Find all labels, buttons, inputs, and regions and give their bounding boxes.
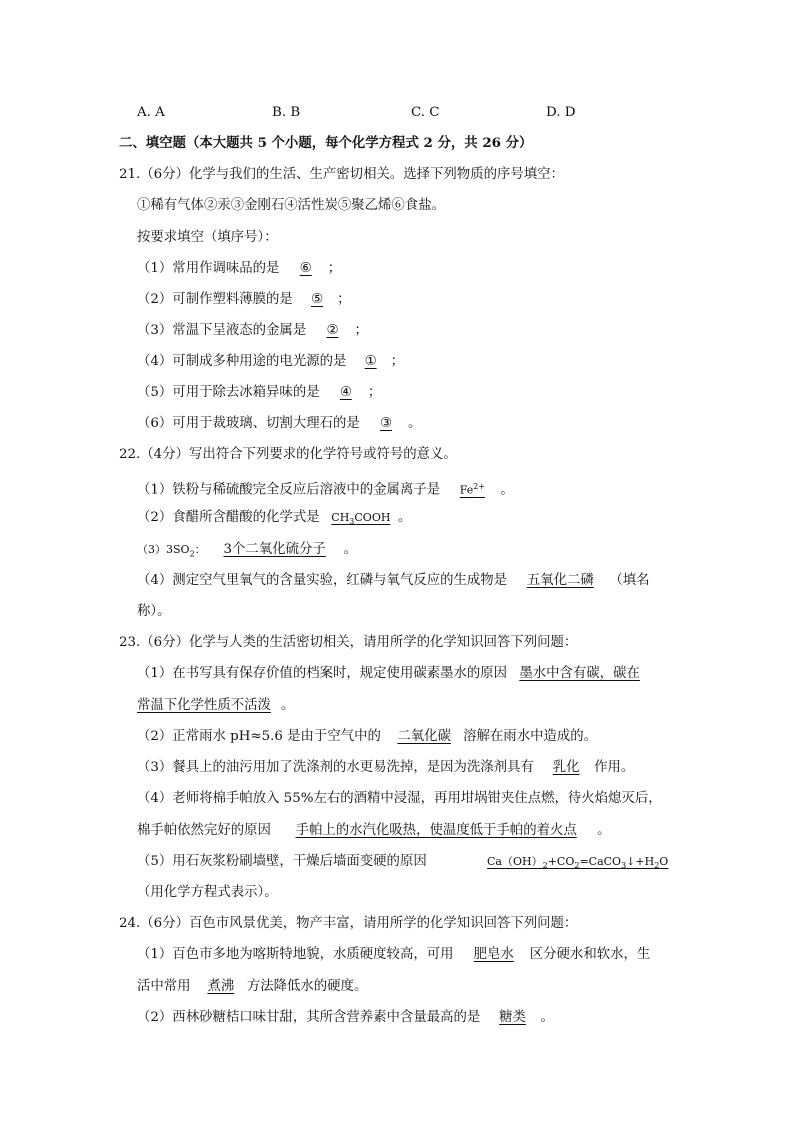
q22-item-2-end: 。 [397,510,412,525]
q22-item-2-answer-a: CH [331,511,350,524]
q22-item-1-end: 。 [500,482,514,498]
q23-item-2 [137,728,597,746]
q23-item-5-ans-2: +CO [547,855,575,868]
q23-item-5-sub-4: 2 [654,861,660,871]
q23-item-1-answer-a: 墨水中含有碳，碳在 [519,666,640,681]
q21-item-1-answer: ⑥ [299,261,312,276]
q24-item-1-end: 区分硬水和软水，生 [529,947,651,962]
q21-item-2-text: （2）可制作塑料薄膜的是 [137,292,298,307]
q21-item-6-text: （6）可用于裁玻璃、切割大理石的是 [137,416,365,431]
q22-item-1 [137,478,514,500]
q21-item-3-answer: ② [326,323,339,338]
q21-item-4-end: ； [390,354,405,369]
q22-item-3-formula: （3）3SO [137,543,190,556]
q22-item-3-end: 。 [343,542,358,557]
q22-item-2-answer [324,509,398,531]
q21-item-6-answer: ③ [380,416,393,431]
q21-item-4 [137,353,404,371]
q23-item-5-cont: （用化学方程式表示）。 [137,885,278,900]
q22-item-3-colon: ： [194,543,206,556]
q24-item-1-cont [137,978,367,996]
q23-item-1-cont [137,697,294,715]
q22-item-2-answer-sub: 3 [349,517,355,527]
q22-stem: 22.（4分）写出符合下列要求的化学符号或符号的意义。 [119,447,457,462]
q24-stem: 24.（6分）百色市风景优美，物产丰富，请用所学的化学知识回答下列问题： [119,916,578,931]
q24-item-2 [137,1009,554,1027]
q23-item-5 [137,853,427,871]
q22-item-3-answer: 3个二氧化硫分子 [223,542,326,557]
q23-item-2-text: （2）正常雨水 pH≈5.6 是由于空气中的 [137,729,386,744]
q21-instruction: 按要求填空（填序号）： [137,230,278,245]
option-d: D. D [546,105,576,120]
q22-item-4 [137,572,650,590]
q22-item-2-answer-b: COOH [354,511,391,524]
q23-stem: 23.（6分）化学与人类的生活密切相关，请用所学的化学知识回答下列问题： [119,635,578,650]
option-a: A. A [137,105,165,120]
q22-item-4-cont: 称）。 [137,604,171,619]
q24-item-2-answer: 糖类 [499,1010,526,1025]
q21-item-3 [137,322,368,340]
q23-item-5-answer [487,853,668,875]
q21-item-3-end: ； [354,323,368,338]
q22-item-1-answer-base: Fe [459,483,474,497]
q24-item-1 [137,946,650,964]
q21-item-3-text: （3）常温下呈液态的金属是 [137,323,311,338]
q21-item-1-end: ； [327,261,342,276]
q24-item-1-cont-answer: 煮沸 [207,979,235,994]
q23-item-5-sub-1: 2 [542,861,548,871]
q23-item-5-ans-3: =CaCO [579,855,622,868]
q22-item-2-text: （2）食醋所含醋酸的化学式是 [137,510,324,525]
q24-item-2-end: 。 [540,1010,554,1025]
option-b: B. B [272,105,301,120]
q21-item-6 [137,415,421,433]
q23-item-5-ans-5: O [659,855,669,868]
q23-item-2-answer: 二氧化碳 [397,729,451,744]
q21-item-5-answer: ④ [339,385,352,400]
q23-item-5-ans-1: Ca（OH） [487,855,543,868]
q21-item-6-end: 。 [408,416,422,431]
q22-item-2 [137,509,411,531]
option-c: C. C [411,105,440,120]
q21-item-2-answer: ⑤ [311,292,324,307]
q24-item-1-cont-text: 活中常用 [137,979,195,994]
q23-item-3-end: 作用。 [594,760,635,775]
q23-item-4-cont [137,822,611,840]
q21-item-4-answer: ① [364,354,377,369]
q21-item-5 [137,384,381,402]
q22-item-1-answer [444,478,500,500]
q21-materials: ①稀有气体②汞③金刚石④活性炭⑤聚乙烯⑥食盐。 [137,198,445,213]
q23-item-4-answer: 手帕上的水汽化吸热，使温度低于手帕的着火点 [295,823,577,838]
q23-item-4-text: 棉手帕依然完好的原因 [137,823,276,838]
q23-item-2-end: 溶解在雨水中造成的。 [463,729,598,744]
q22-item-3-sub: 2 [189,549,195,559]
q22-item-4-answer: 五氧化二磷 [526,573,594,588]
q22-item-4-end: （填名 [609,573,650,588]
q22-item-1-answer-charge: 2+ [473,482,486,491]
q21-item-1 [137,260,341,278]
q22-item-3 [137,541,357,564]
section-title: 二、填空题（本大题共 5 个小题，每个化学方程式 2 分，共 26 分） [119,135,533,151]
q23-item-1-text: （1）在书写具有保存价值的档案时，规定使用碳素墨水的原因 [137,666,512,681]
q22-item-1-text: （1）铁粉与稀硫酸完全反应后溶液中的金属离子是 [137,482,445,498]
q23-item-1-end: 。 [280,698,295,713]
q21-item-1-text: （1）常用作调味品的是 [137,261,284,276]
q22-item-4-text: （4）测定空气里氧气的含量实验，红磷与氧气反应的生成物是 [137,573,512,588]
q23-item-4-end: 。 [597,823,611,838]
q21-item-2-end: ； [337,292,351,307]
q23-item-4: （4）老师将棉手帕放入 55%左右的酒精中浸湿，再用坩埚钳夹住点燃，待火焰熄灭后， [137,791,662,806]
q23-item-5-ans-4: ↓+H [626,855,655,868]
q23-item-5-sub-2: 2 [574,861,580,871]
q23-item-1-answer-b: 常温下化学性质不活泼 [137,698,271,713]
q23-item-5-text: （5）用石灰浆粉刷墙壁，干燥后墙面变硬的原因 [137,854,427,869]
q21-stem: 21.（6分）化学与我们的生活、生产密切相关。选择下列物质的序号填空： [119,167,564,182]
q23-item-3-text: （3）餐具上的油污用加了洗涤剂的水更易洗掉，是因为洗涤剂具有 [137,760,539,775]
q23-item-5-sub-3: 3 [621,861,627,871]
q23-item-3 [137,759,634,777]
q23-item-1 [137,665,640,683]
q21-item-5-text: （5）可用于除去冰箱异味的是 [137,385,324,400]
q24-item-2-text: （2）西林砂糖桔口味甘甜，其所含营养素中含量最高的是 [137,1010,485,1025]
q24-item-1-answer: 肥皂水 [473,947,514,962]
q21-item-4-text: （4）可制成多种用途的电光源的是 [137,354,351,369]
q21-item-5-end: ； [367,385,382,400]
q24-item-1-text: （1）百色市多地为喀斯特地貌，水质硬度较高，可用 [137,947,458,962]
q23-item-3-answer: 乳化 [552,760,580,775]
q24-item-1-cont-end: 方法降低水的硬度。 [246,979,368,994]
q21-item-2 [137,291,350,309]
